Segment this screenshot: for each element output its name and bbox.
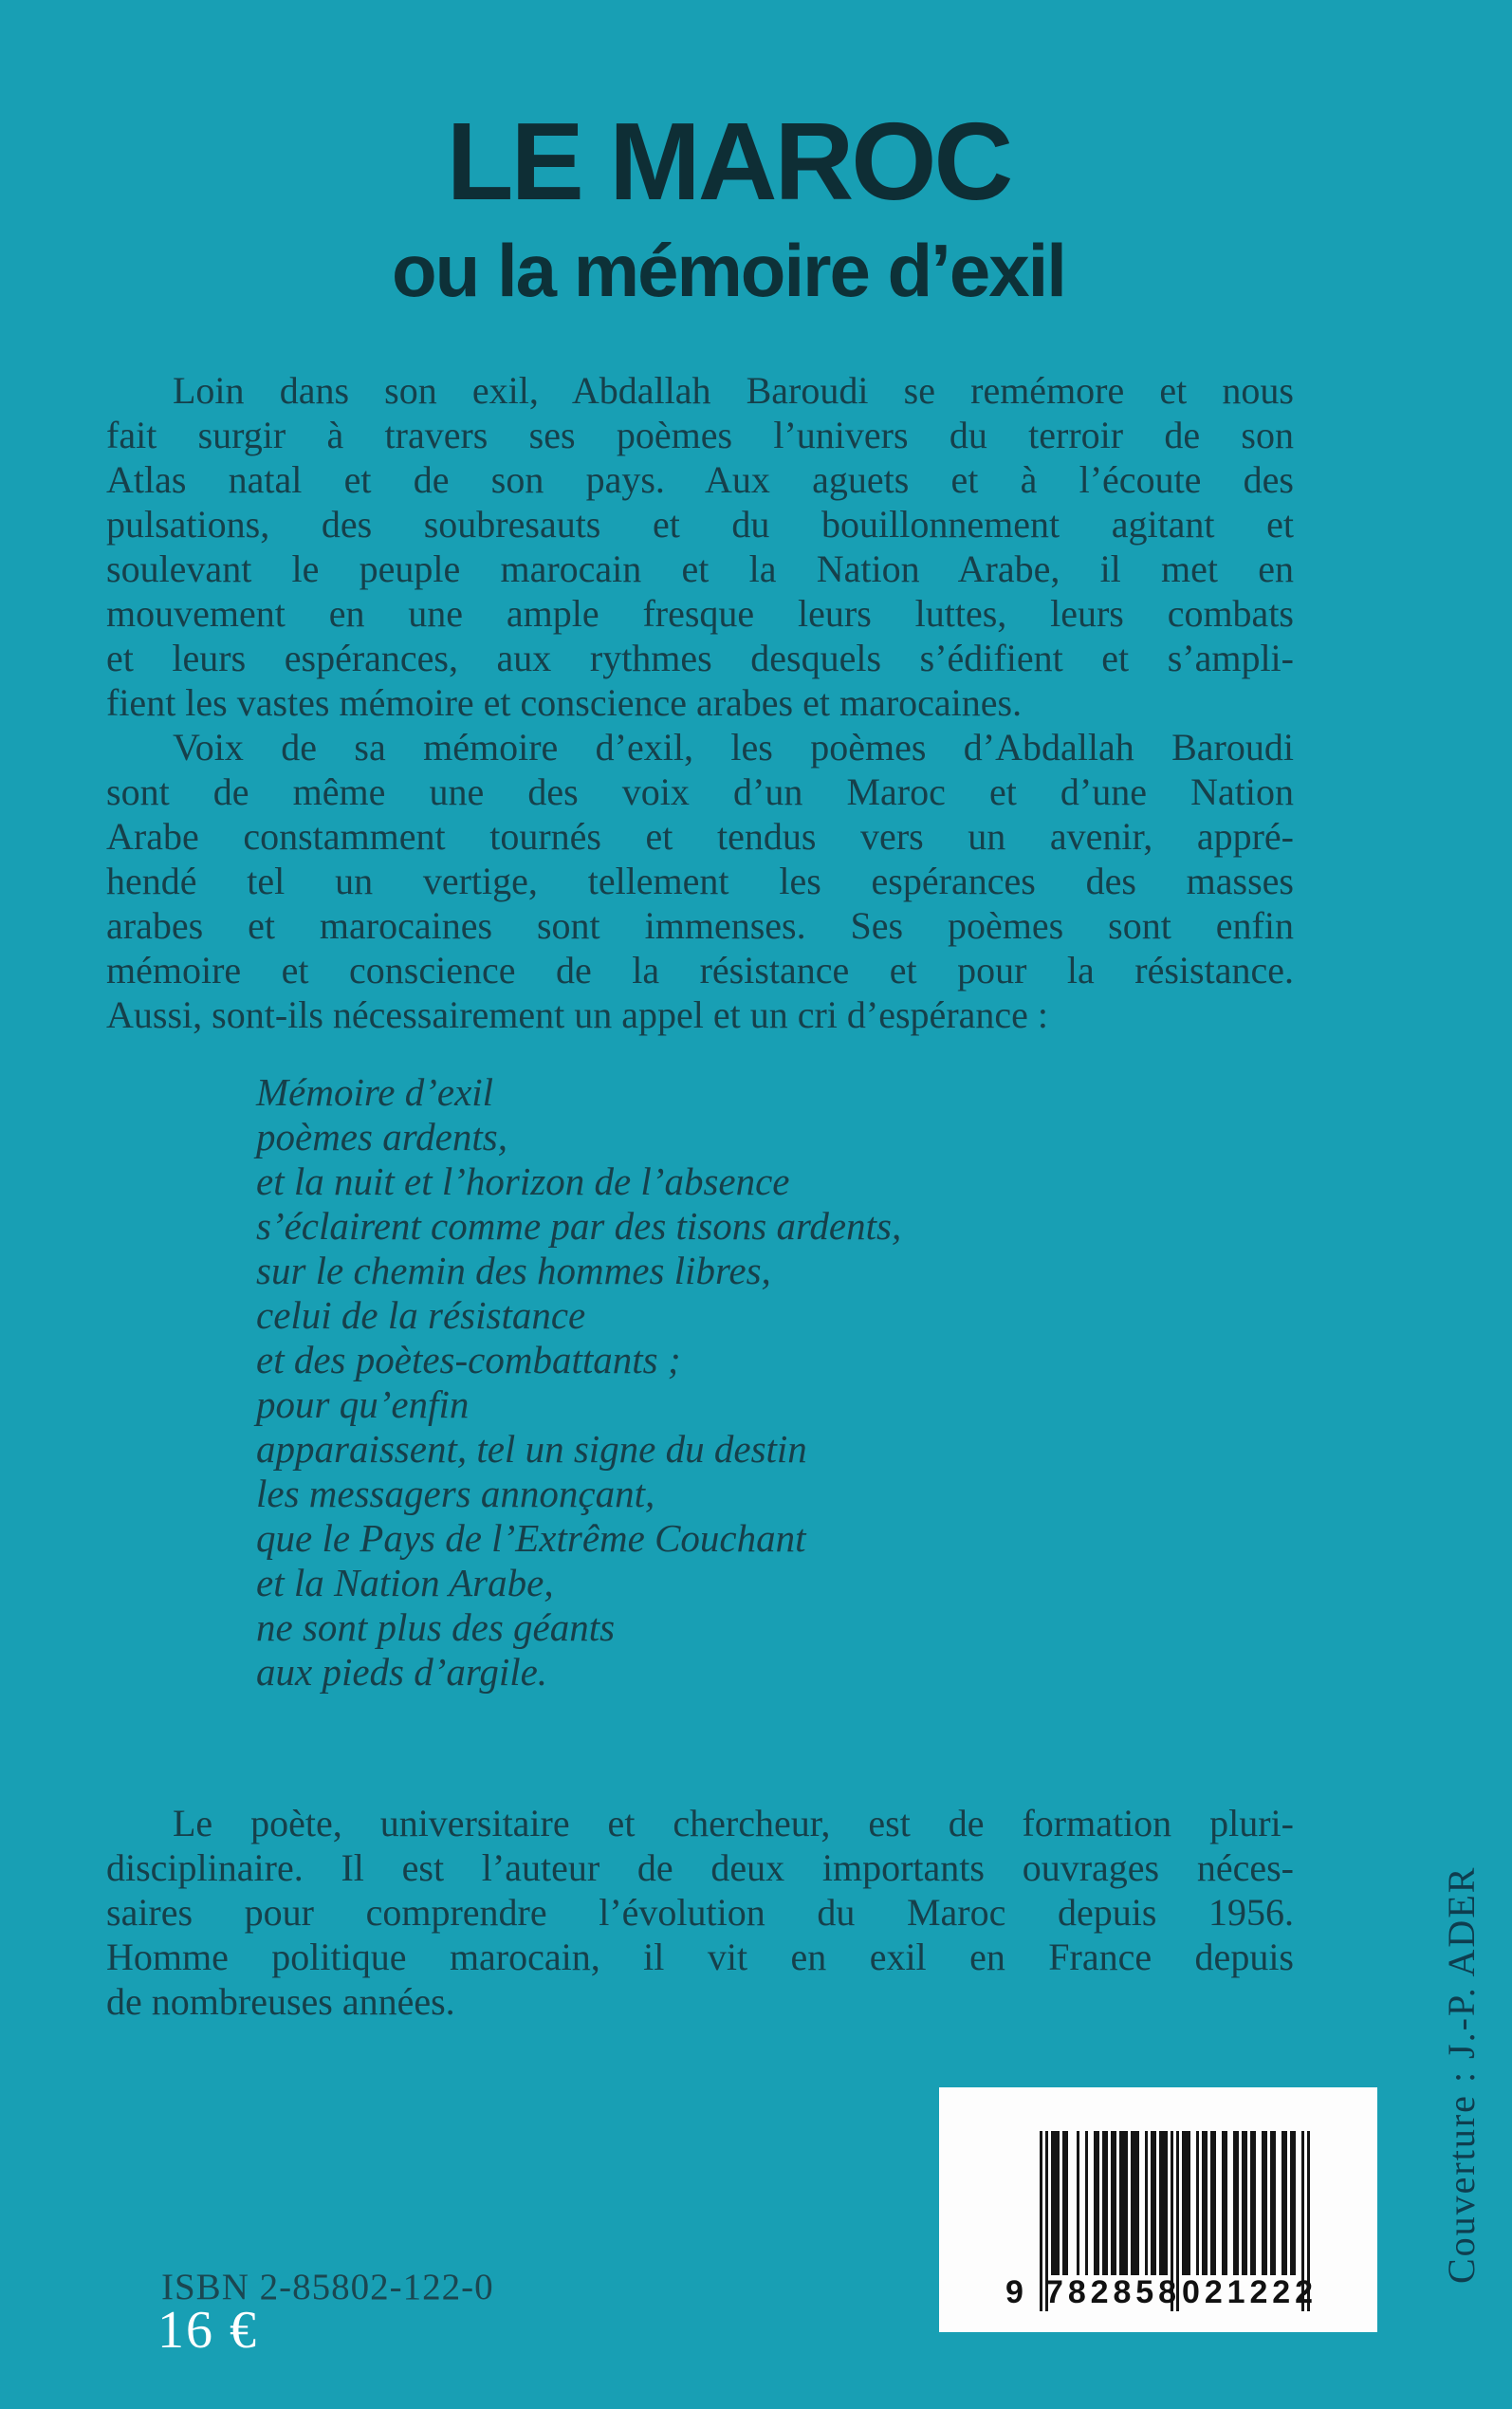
barcode-bar <box>1145 2131 1148 2275</box>
text-line: que le Pays de l’Extrême Couchant <box>256 1516 806 1560</box>
barcode-bar <box>1131 2131 1139 2275</box>
text-line: les messagers annonçant, <box>256 1472 655 1515</box>
cover-credit: Couverture : J.-P. ADER <box>1440 1865 1483 2285</box>
text-line: arabes et marocaines sont immenses. Ses poèmes sont enfin <box>106 904 1294 947</box>
text-line: Homme politique marocain, il vit en exil en France depuis <box>106 1936 1294 1978</box>
barcode-digit: 5 <box>1135 2274 1154 2310</box>
barcode-bar <box>1196 2131 1199 2275</box>
blurb-top <box>106 368 1294 1037</box>
barcode-digit: 7 <box>1045 2274 1063 2310</box>
barcode-bar <box>1159 2131 1168 2275</box>
barcode-digits-right <box>1182 2274 1313 2311</box>
barcode-digit: 2 <box>1272 2274 1291 2310</box>
barcode-bar <box>1210 2131 1216 2275</box>
barcode-bar <box>1062 2131 1068 2275</box>
barcode-bar <box>1250 2131 1256 2275</box>
text-line: ne sont plus des géants <box>256 1605 616 1649</box>
text-line: celui de la résistance <box>256 1293 586 1337</box>
barcode-bar <box>1085 2131 1088 2275</box>
barcode-bar <box>1270 2131 1276 2275</box>
price-label: 16 € <box>157 2301 258 2360</box>
barcode-digit-first: 9 <box>1005 2274 1023 2310</box>
text-line: pulsations, des soubresauts et du bouillonnement agitant et <box>106 503 1294 546</box>
barcode-bar <box>1262 2131 1267 2275</box>
book-title: LE MAROC <box>446 100 1011 223</box>
text-line: pour qu’enfin <box>256 1382 470 1426</box>
text-line: Atlas natal et de son pays. Aux aguets et à l’écoute des <box>106 458 1294 501</box>
barcode-bar <box>1242 2131 1247 2275</box>
text-line: mouvement en une ample fresque leurs luttes, leurs combats <box>106 592 1294 635</box>
barcode-bar <box>1111 2131 1116 2275</box>
author-bio <box>106 1801 1294 2024</box>
barcode-digit: 8 <box>1113 2274 1132 2310</box>
text-line: poèmes ardents, <box>256 1115 507 1158</box>
text-line: Arabe constamment tournés et tendus vers un avenir, appré- <box>106 815 1294 858</box>
barcode-bar <box>1151 2131 1156 2275</box>
barcode-digit: 8 <box>1158 2274 1176 2310</box>
barcode-digit: 2 <box>1090 2274 1109 2310</box>
poem-excerpt <box>256 1070 901 1695</box>
barcode-digit: 0 <box>1182 2274 1200 2310</box>
barcode-bar <box>1040 2131 1042 2311</box>
isbn-label: ISBN 2-85802-122-0 <box>161 2267 494 2307</box>
text-line: hendé tel un vertige, tellement les espérances des masses <box>106 860 1294 902</box>
barcode-bar <box>1094 2131 1099 2275</box>
barcode-bar <box>1102 2131 1108 2275</box>
text-line: et la Nation Arabe, <box>256 1561 554 1604</box>
text-line: Le poète, universitaire et chercheur, est de formation pluri- <box>173 1802 1294 1844</box>
barcode-digits-left <box>1045 2274 1176 2311</box>
barcode-bar <box>1202 2131 1208 2275</box>
text-line: Loin dans son exil, Abdallah Baroudi se remémore et nous <box>173 369 1294 412</box>
text-line: sur le chemin des hommes libres, <box>256 1249 771 1292</box>
text-line: et des poètes-combattants ; <box>256 1338 681 1381</box>
barcode-bar <box>1077 2131 1079 2275</box>
blurb-paragraph-2 <box>106 725 1294 1037</box>
text-line: aux pieds d’argile. <box>256 1650 548 1694</box>
text-line: fait surgir à travers ses poèmes l’univers du terroir de son <box>106 414 1294 456</box>
text-line: disciplinaire. Il est l’auteur de deux importants ouvrages néces- <box>106 1846 1294 1889</box>
text-line: et la nuit et l’horizon de l’absence <box>256 1159 790 1203</box>
barcode-bar <box>1233 2131 1239 2275</box>
barcode-bar <box>1290 2131 1296 2275</box>
book-subtitle: ou la mémoire d’exil <box>392 229 1065 312</box>
barcode-digit: 2 <box>1249 2274 1268 2310</box>
barcode-panel <box>939 2087 1377 2332</box>
text-line: fient les vastes mémoire et conscience arabes et marocaines. <box>106 681 1023 724</box>
text-line: Aussi, sont-ils nécessairement un appel et un cri d’espérance : <box>106 993 1049 1036</box>
text-line: Voix de sa mémoire d’exil, les poèmes d’Abdallah Baroudi <box>173 726 1294 769</box>
text-line: et leurs espérances, aux rythmes desquels s’édifient et s’ampli- <box>106 637 1294 679</box>
barcode-digit: 8 <box>1067 2274 1086 2310</box>
barcode-digit: 2 <box>1204 2274 1223 2310</box>
barcode-digit: 2 <box>1295 2274 1313 2310</box>
text-line: Mémoire d’exil <box>256 1070 494 1114</box>
text-line: de nombreuses années. <box>106 1980 455 2023</box>
text-line: apparaissent, tel un signe du destin <box>256 1427 807 1471</box>
text-line: sont de même une des voix d’un Maroc et d’une Nation <box>106 770 1294 813</box>
blurb-paragraph-1 <box>106 368 1294 725</box>
text-line: saires pour comprendre l’évolution du Maroc depuis 1956. <box>106 1891 1294 1934</box>
barcode-bar <box>1222 2131 1227 2275</box>
barcode-bar <box>1051 2131 1060 2275</box>
author-bio-paragraph <box>106 1801 1294 2024</box>
text-line: mémoire et conscience de la résistance et pour la résistance. <box>106 949 1294 991</box>
barcode-bar <box>1119 2131 1128 2275</box>
text-line: s’éclairent comme par des tisons ardents, <box>256 1204 902 1248</box>
text-line: soulevant le peuple marocain et la Nation Arabe, il met en <box>106 547 1294 590</box>
barcode-bar <box>1282 2131 1287 2275</box>
barcode-bar <box>1182 2131 1190 2275</box>
barcode-digit: 1 <box>1226 2274 1245 2310</box>
barcode-bar <box>1176 2131 1179 2311</box>
